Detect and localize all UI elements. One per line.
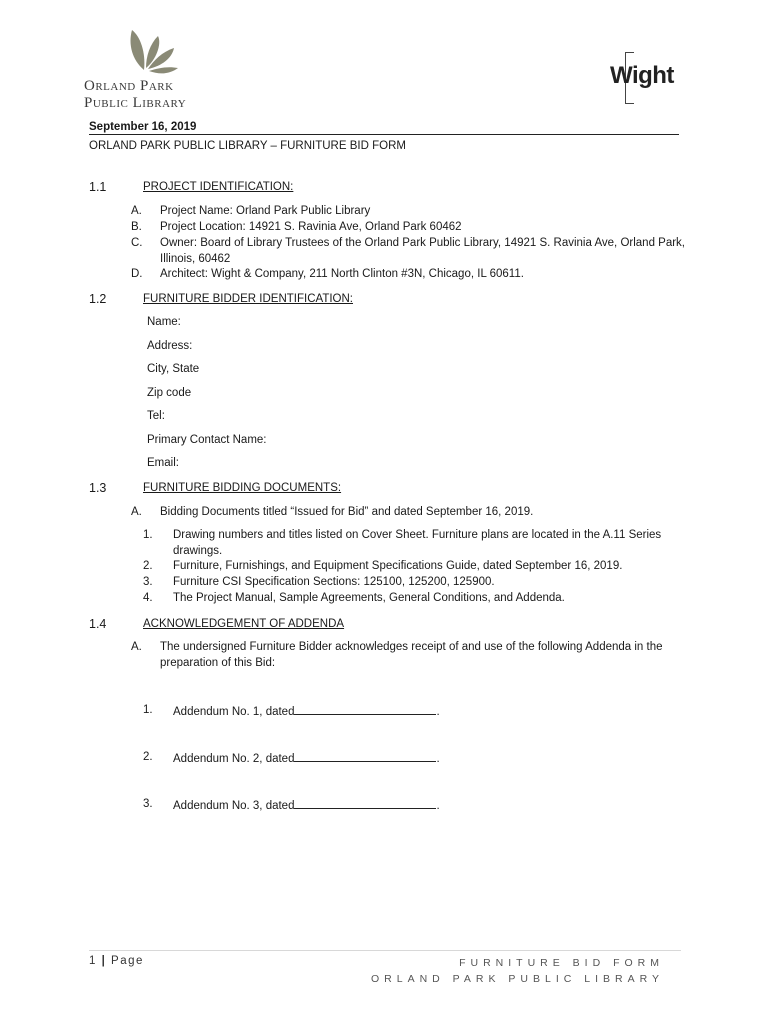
list-letter: D. [131, 268, 143, 280]
addendum-date-field[interactable] [294, 797, 436, 809]
list-item: Project Location: 14921 S. Ravinia Ave, Orland Park 60462 [160, 221, 462, 233]
list-item: Project Name: Orland Park Public Library [160, 205, 371, 217]
bidder-name-field[interactable]: Name: [147, 316, 181, 328]
page-separator: | [101, 955, 107, 967]
sub-list-item: Furniture, Furnishings, and Equipment Specifications Guide, dated September 16, 2019. [173, 560, 623, 572]
addendum-label: Addendum No. 1, dated [173, 706, 295, 718]
list-letter: A. [131, 641, 142, 653]
addendum-row [173, 797, 683, 815]
page-word: Page [111, 955, 144, 967]
list-item: Architect: Wight & Company, 211 North Clinton #3N, Chicago, IL 60611. [160, 268, 524, 280]
addendum-number: 3. [143, 798, 153, 810]
library-logo [84, 26, 214, 110]
bidder-city-state-field[interactable]: City, State [147, 363, 200, 375]
addendum-row [173, 750, 683, 768]
sub-list-item: Furniture CSI Specification Sections: 125100, 125200, 125900. [173, 576, 495, 588]
section-number: 1.3 [89, 481, 107, 495]
addendum-number: 2. [143, 751, 153, 763]
page-number-label [89, 955, 144, 967]
leaf-icon [122, 26, 182, 76]
sub-list-number: 2. [143, 560, 153, 572]
sub-list-number: 3. [143, 576, 153, 588]
sub-list-item: The Project Manual, Sample Agreements, General Conditions, and Addenda. [173, 592, 565, 604]
addendum-number: 1. [143, 704, 153, 716]
addendum-date-field[interactable] [294, 703, 436, 715]
section-heading: FURNITURE BIDDER IDENTIFICATION: [143, 293, 353, 305]
list-letter: A. [131, 506, 142, 518]
sub-list-item: Drawing numbers and titles listed on Cover Sheet. Furniture plans are located in the A.11 Series drawings. [173, 529, 662, 557]
page-number: 1 [89, 955, 97, 967]
section-heading: FURNITURE BIDDING DOCUMENTS: [143, 482, 342, 494]
section-heading: PROJECT IDENTIFICATION: [143, 181, 294, 193]
section-number: 1.4 [89, 617, 107, 631]
sub-list-number: 1. [143, 529, 153, 541]
list-item: The undersigned Furniture Bidder acknowledges receipt of and use of the following Addenda in the preparation of this Bid: [160, 641, 663, 669]
sub-list-number: 4. [143, 592, 153, 604]
library-logo-text [84, 78, 186, 112]
list-item: Owner: Board of Library Trustees of the Orland Park Public Library, 14921 S. Ravinia Ave, Orland Park, Illinois, 60462 [160, 237, 685, 265]
footer-title-line2: ORLAND PARK PUBLIC LIBRARY [371, 973, 664, 985]
list-letter: A. [131, 205, 142, 217]
wight-logo-text: Wight [610, 62, 674, 89]
footer-title [371, 955, 664, 987]
section-heading: ACKNOWLEDGEMENT OF ADDENDA [143, 618, 345, 630]
document-title: ORLAND PARK PUBLIC LIBRARY – FURNITURE BID FORM [89, 140, 406, 152]
addendum-label: Addendum No. 3, dated [173, 800, 295, 812]
section-number: 1.1 [89, 180, 107, 194]
bidder-email-field[interactable]: Email: [147, 457, 179, 469]
bidder-contact-field[interactable]: Primary Contact Name: [147, 434, 267, 446]
bidder-zip-field[interactable]: Zip code [147, 387, 192, 399]
bidder-tel-field[interactable]: Tel: [147, 410, 165, 422]
bidder-address-field[interactable]: Address: [147, 340, 193, 352]
library-logo-line2: Public Library [84, 95, 187, 111]
addendum-date-field[interactable] [294, 750, 436, 762]
footer-title-line1: FURNITURE BID FORM [459, 957, 664, 969]
addendum-end: . [436, 706, 440, 718]
addendum-label: Addendum No. 2, dated [173, 753, 295, 765]
footer-divider [89, 950, 681, 951]
addendum-row [173, 703, 683, 721]
section-number: 1.2 [89, 292, 107, 306]
list-item: Bidding Documents titled “Issued for Bid” and dated September 16, 2019. [160, 506, 534, 518]
wight-logo [600, 52, 690, 104]
addendum-end: . [436, 753, 440, 765]
addendum-end: . [436, 800, 440, 812]
list-letter: C. [131, 237, 143, 249]
list-letter: B. [131, 221, 142, 233]
document-date: September 16, 2019 [89, 121, 679, 135]
library-logo-line1: Orland Park [84, 78, 174, 94]
